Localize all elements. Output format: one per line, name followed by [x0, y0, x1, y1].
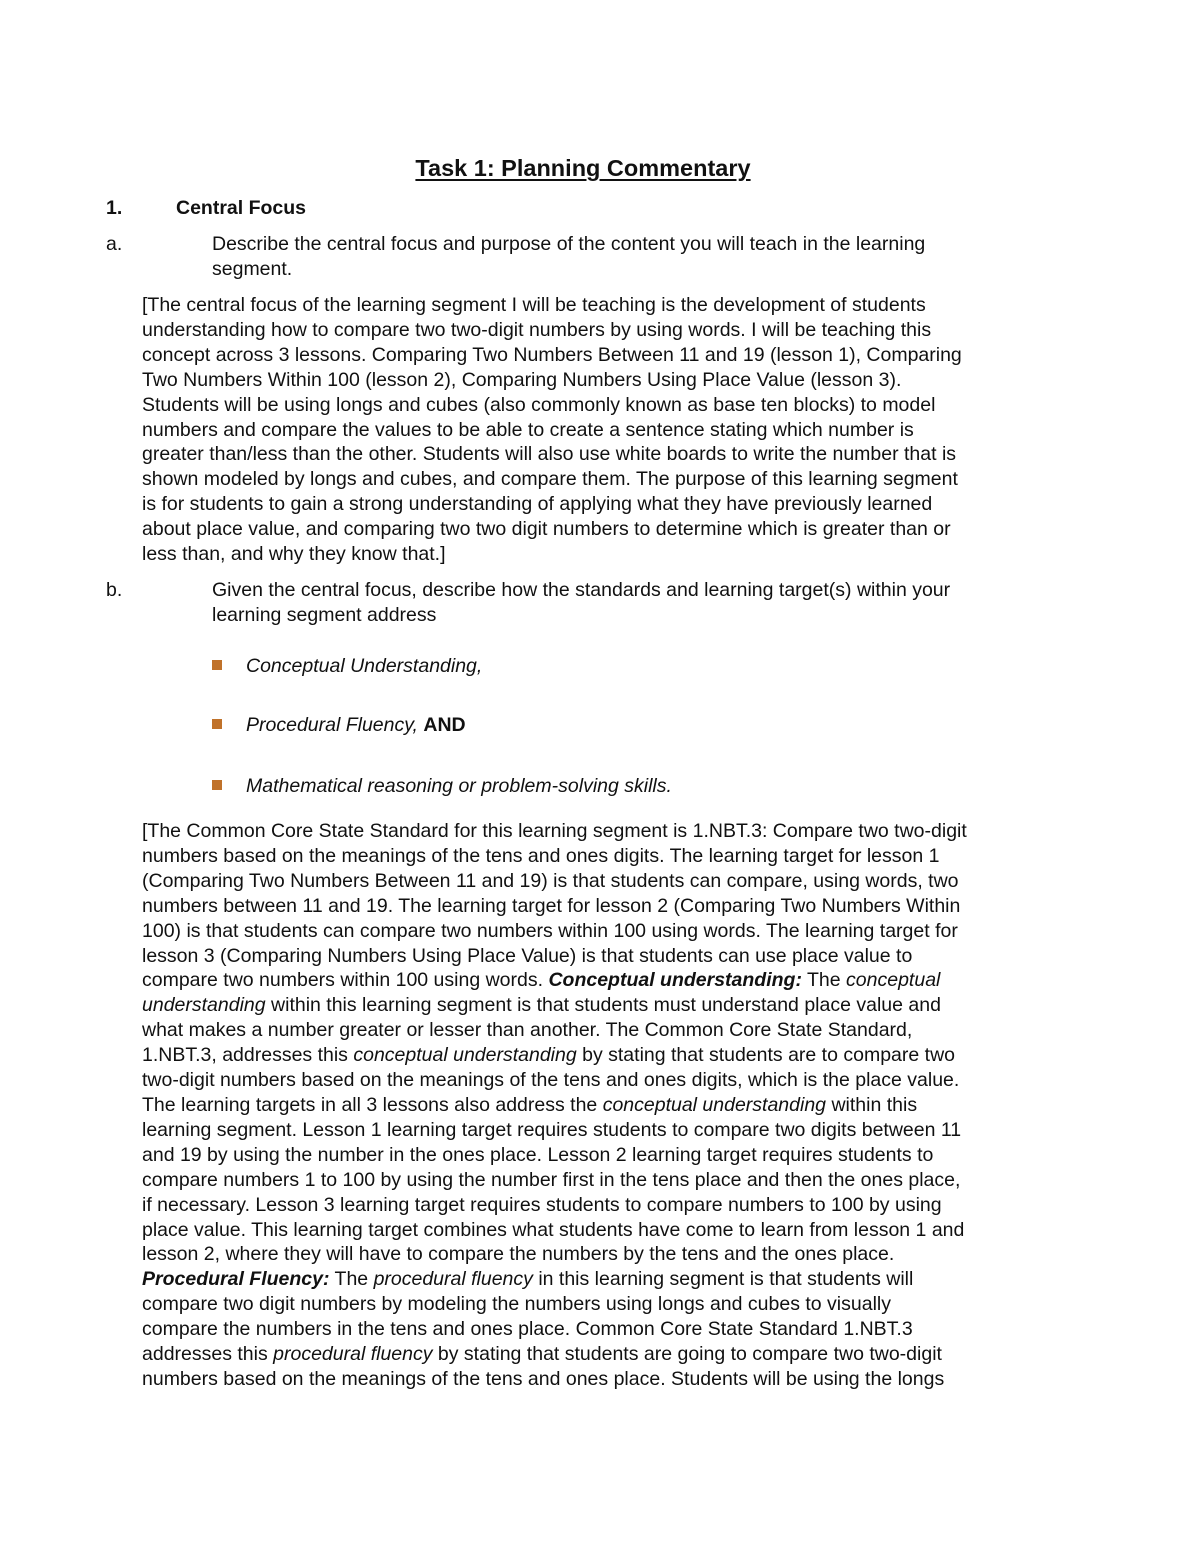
answer-line: less than, and why they know that.] [142, 543, 446, 566]
answer-line: understanding how to compare two two-digit numbers by using words. I will be teaching this [142, 318, 932, 341]
emphasis-heading: Procedural Fluency: [142, 1268, 330, 1291]
item-b-prompt [212, 578, 1032, 628]
answer-line: shown modeled by longs and cubes, and compare them. The purpose of this learning segment [142, 468, 958, 491]
answer-line: and 19 by using the number in the ones place. Lesson 2 learning target requires students to [142, 1143, 934, 1166]
answer-line: compare numbers 1 to 100 by using the number first in the tens place and then the ones place, [142, 1168, 961, 1191]
text-run: The [329, 1268, 374, 1291]
emphasis-term: procedural fluency [273, 1343, 433, 1366]
answer-line: if necessary. Lesson 3 learning target requires students to compare numbers to 100 by using [142, 1193, 942, 1216]
answer-line: about place value, and comparing two two digit numbers to determine which is greater than or [142, 518, 951, 541]
emphasis-term: understanding [142, 994, 266, 1017]
answer-line [142, 1267, 1057, 1292]
answer-line: Students will be using longs and cubes (also commonly known as base ten blocks) to model [142, 393, 936, 416]
text-run: within this learning segment is that students must understand place value and [265, 994, 941, 1017]
item-b-answer [142, 819, 1057, 1392]
item-a-letter: a. [106, 233, 123, 255]
answer-line [142, 1093, 1057, 1118]
square-bullet-icon [212, 660, 222, 670]
answer-line [142, 993, 1057, 1018]
answer-line: numbers based on the meanings of the tens and ones place. Students will be using the longs [142, 1367, 945, 1390]
text-run: 1.NBT.3, addresses this [142, 1044, 354, 1067]
prompt-line: Given the central focus, describe how the standards and learning target(s) within your [212, 579, 951, 601]
answer-line: 100) is that students can compare two numbers within 100 using words. The learning target for [142, 919, 958, 942]
text-run: compare two numbers within 100 using words. [142, 969, 549, 992]
item-b-letter: b. [106, 579, 123, 601]
text-run: in this learning segment is that students will [532, 1268, 914, 1291]
bullet-text: Procedural Fluency, [246, 714, 418, 736]
item-a-answer [142, 293, 1057, 567]
answer-line [142, 968, 1057, 993]
emphasis-heading: Conceptual understanding: [548, 969, 802, 992]
text-run: within this [826, 1093, 918, 1116]
section-heading: Central Focus [176, 197, 307, 219]
answer-line: [The Common Core State Standard for this learning segment is 1.NBT.3: Compare two two-digit [142, 820, 967, 842]
bullet-suffix: AND [423, 714, 466, 736]
answer-line: lesson 2, where they will have to compare the numbers by the tens and the ones place. [142, 1243, 895, 1266]
emphasis-term: procedural fluency [373, 1268, 533, 1291]
emphasis-term: conceptual understanding [353, 1044, 577, 1067]
answer-line: learning segment. Lesson 1 learning target requires students to compare two digits between 11 [142, 1118, 962, 1141]
answer-line: compare the numbers in the tens and ones place. Common Core State Standard 1.NBT.3 [142, 1318, 913, 1341]
answer-line [142, 1043, 1057, 1068]
square-bullet-icon [212, 780, 222, 790]
answer-line: Two Numbers Within 100 (lesson 2), Comparing Numbers Using Place Value (lesson 3). [142, 368, 902, 391]
bullet-item [212, 654, 482, 679]
answer-line: concept across 3 lessons. Comparing Two Numbers Between 11 and 19 (lesson 1), Comparing [142, 343, 962, 366]
item-a-prompt [212, 232, 1032, 282]
answer-line: compare two digit numbers by modeling the numbers using longs and cubes to visually [142, 1293, 891, 1316]
answer-line: lesson 3 (Comparing Numbers Using Place Value) is that students can use place value to [142, 944, 913, 967]
bullet-item [212, 713, 466, 738]
bullet-item [212, 774, 672, 799]
text-run: by stating that students are going to compare two two-digit [432, 1343, 942, 1366]
answer-line: numbers and compare the values to be able to create a sentence stating which number is [142, 418, 914, 441]
emphasis-term: conceptual [846, 969, 941, 992]
answer-line: place value. This learning target combines what students have come to learn from lesson 1 and [142, 1218, 965, 1241]
emphasis-term: conceptual understanding [602, 1093, 827, 1116]
answer-line [142, 1342, 1057, 1367]
square-bullet-icon [212, 719, 222, 729]
text-run: The learning targets in all 3 lessons also address the [142, 1093, 603, 1116]
answer-line: numbers between 11 and 19. The learning target for lesson 2 (Comparing Two Numbers Within [142, 894, 961, 917]
text-run: The [801, 969, 847, 992]
prompt-line: segment. [212, 257, 293, 280]
bullet-text: Conceptual Understanding, [246, 655, 483, 677]
answer-line: [The central focus of the learning segment I will be teaching is the development of students [142, 294, 926, 316]
answer-line: two-digit numbers based on the meanings of the tens and ones digits, which is the place value. [142, 1069, 960, 1092]
text-run: addresses this [142, 1343, 274, 1366]
answer-line: (Comparing Two Numbers Between 11 and 19) is that students can compare, using words, two [142, 869, 959, 892]
bullet-text: Mathematical reasoning or problem-solving skills. [246, 775, 672, 797]
answer-line: what makes a number greater or lesser than another. The Common Core State Standard, [142, 1019, 913, 1042]
answer-line: numbers based on the meanings of the tens and ones digits. The learning target for lesson 1 [142, 844, 940, 867]
answer-line: greater than/less than the other. Students will also use white boards to write the number that is [142, 443, 957, 466]
section-number: 1. [106, 197, 123, 219]
prompt-line: Describe the central focus and purpose of the content you will teach in the learning [212, 233, 926, 255]
page-title: Task 1: Planning Commentary [415, 155, 751, 181]
answer-line: is for students to gain a strong understanding of applying what they have previously learned [142, 493, 933, 516]
text-run: by stating that students are to compare two [576, 1044, 955, 1067]
prompt-line: learning segment address [212, 603, 437, 626]
